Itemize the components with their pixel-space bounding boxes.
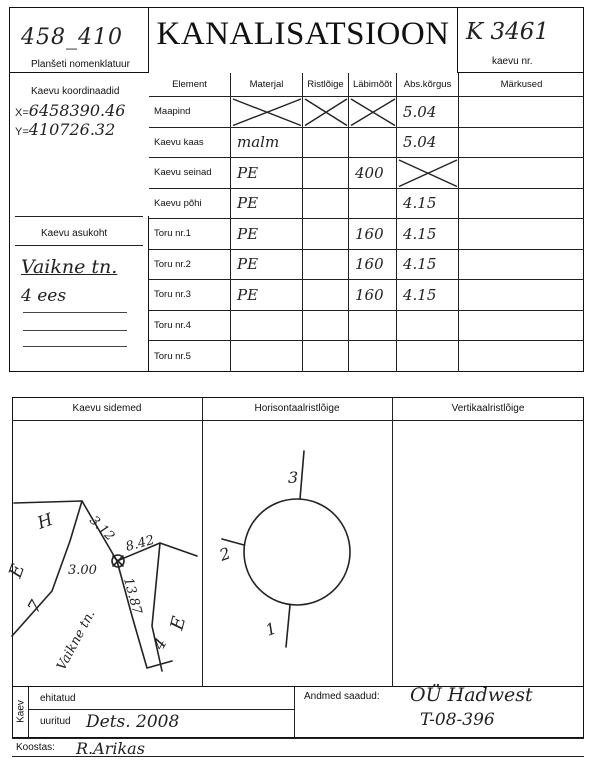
well-number-value: K 3461 <box>466 19 550 45</box>
table-cell-cross-section <box>303 311 349 342</box>
connections-title: Kaevu sidemed <box>72 403 142 414</box>
table-header-abs-height: Abs.kõrgus <box>397 73 459 97</box>
table-cell-diameter: 400 <box>349 158 397 189</box>
table-cell-diameter <box>349 128 397 159</box>
not-applicable-cross <box>349 97 397 128</box>
vertical-title: Vertikaalristlõige <box>451 403 525 414</box>
table-cell-material: PE <box>231 219 303 250</box>
table-cell-abs-height: 4.15 <box>397 250 459 281</box>
table-cell-material <box>231 341 303 372</box>
table-cell-abs-height: 4.15 <box>397 280 459 311</box>
table-cell-cross-section <box>303 219 349 250</box>
table-header-remarks: Märkused <box>459 73 584 97</box>
table-cell-remarks <box>459 341 584 372</box>
surveyed-label: uuritud <box>40 716 71 727</box>
nomenclature-value: 458_410 <box>21 25 123 50</box>
nomenclature-label: Planšeti nomenklatuur <box>31 59 130 70</box>
table-cell-material: PE <box>231 250 303 281</box>
table-cell-abs-height: 4.15 <box>397 189 459 220</box>
conn-label-e2: E <box>166 614 191 633</box>
data-from-line-1: OÜ Hadwest <box>410 684 533 706</box>
table-header-diameter: Läbimõõt <box>349 73 397 97</box>
table-cell-abs-height: 5.04 <box>397 97 459 128</box>
table-cell-remarks <box>459 311 584 342</box>
coordinate-x-prefix: X= <box>15 107 29 119</box>
table-cell-diameter <box>349 341 397 372</box>
location-label: Kaevu asukoht <box>41 228 108 239</box>
table-header-element: Element <box>149 73 231 97</box>
not-applicable-cross <box>231 97 303 128</box>
coordinate-y <box>15 120 115 139</box>
conn-label-d2: 8.42 <box>124 532 157 555</box>
not-applicable-cross <box>303 97 349 128</box>
table-cell-element: Toru nr.1 <box>149 219 231 250</box>
table-cell-element: Toru nr.3 <box>149 280 231 311</box>
footer-side-label: Kaev <box>15 700 27 723</box>
pipe-number-1: 1 <box>262 618 279 640</box>
not-applicable-cross <box>397 158 459 189</box>
coordinate-y-prefix: Y= <box>15 126 29 138</box>
element-table <box>149 73 584 372</box>
table-cell-material <box>231 311 303 342</box>
table-cell-cross-section <box>303 158 349 189</box>
table-cell-diameter: 160 <box>349 219 397 250</box>
pipe-number-3: 3 <box>288 468 299 487</box>
table-cell-cross-section <box>303 128 349 159</box>
table-cell-diameter <box>349 189 397 220</box>
table-cell-remarks <box>459 97 584 128</box>
conn-label-d1: 3.12 <box>86 513 118 545</box>
table-cell-diameter: 160 <box>349 250 397 281</box>
coordinates-label: Kaevu koordinaadid <box>31 86 120 97</box>
surveyed-value: Dets. 2008 <box>86 712 180 732</box>
table-cell-element: Kaevu seinad <box>149 158 231 189</box>
well-number-cell <box>457 7 584 73</box>
table-cell-diameter <box>349 311 397 342</box>
horizontal-title: Horisontaalristlõige <box>254 403 340 414</box>
table-cell-cross-section <box>303 280 349 311</box>
table-cell-cross-section <box>303 250 349 281</box>
table-cell-element: Toru nr.5 <box>149 341 231 372</box>
table-cell-remarks <box>459 189 584 220</box>
pipe-number-2: 2 <box>216 543 233 565</box>
compiled-label: Koostas: <box>16 742 55 753</box>
well-number-label: kaevu nr. <box>492 56 533 67</box>
table-cell-abs-height <box>397 341 459 372</box>
location-section <box>9 216 149 372</box>
page-title: KANALISATSIOON <box>156 16 450 52</box>
table-cell-cross-section <box>303 189 349 220</box>
table-cell-element: Kaevu kaas <box>149 128 231 159</box>
conn-label-d4: 13.87 <box>120 576 145 616</box>
conn-label-street: Vaikne tn. <box>54 607 99 673</box>
conn-label-e1: E <box>4 561 30 581</box>
table-cell-remarks <box>459 280 584 311</box>
horizontal-cross-section <box>202 421 392 687</box>
coordinate-x <box>15 101 125 120</box>
conn-label-d3: 3.00 <box>68 563 97 578</box>
table-cell-abs-height <box>397 311 459 342</box>
table-cell-element: Maapind <box>149 97 231 128</box>
conn-label-seven: 7 <box>24 597 47 617</box>
table-cell-material: PE <box>231 189 303 220</box>
conn-label-h: H <box>34 509 56 534</box>
location-line-2: 4 ees <box>21 286 67 306</box>
table-cell-remarks <box>459 128 584 159</box>
table-cell-abs-height: 5.04 <box>397 128 459 159</box>
table-cell-material: PE <box>231 280 303 311</box>
table-header-material: Materjal <box>231 73 303 97</box>
table-cell-element: Kaevu põhi <box>149 189 231 220</box>
built-label: ehitatud <box>40 693 76 704</box>
data-from-label: Andmed saadud: <box>304 691 380 702</box>
connections-sketch <box>4 421 202 687</box>
table-cell-diameter: 160 <box>349 280 397 311</box>
table-cell-remarks <box>459 219 584 250</box>
data-from-line-2: T-08-396 <box>420 710 495 730</box>
table-cell-abs-height: 4.15 <box>397 219 459 250</box>
table-cell-cross-section <box>303 341 349 372</box>
table-header-cross-section: Ristlõige <box>303 73 349 97</box>
coordinate-x-value: 6458390.46 <box>28 101 126 120</box>
table-cell-element: Toru nr.4 <box>149 311 231 342</box>
location-line-1: Vaikne tn. <box>21 256 118 278</box>
conn-label-four: 4 <box>149 634 171 653</box>
coordinate-y-value: 410726.32 <box>28 120 116 139</box>
table-cell-remarks <box>459 158 584 189</box>
table-cell-material: malm <box>231 128 303 159</box>
table-cell-material: PE <box>231 158 303 189</box>
table-cell-remarks <box>459 250 584 281</box>
table-cell-element: Toru nr.2 <box>149 250 231 281</box>
nomenclature-cell <box>9 7 149 73</box>
compiled-value: R.Arikas <box>76 739 145 758</box>
